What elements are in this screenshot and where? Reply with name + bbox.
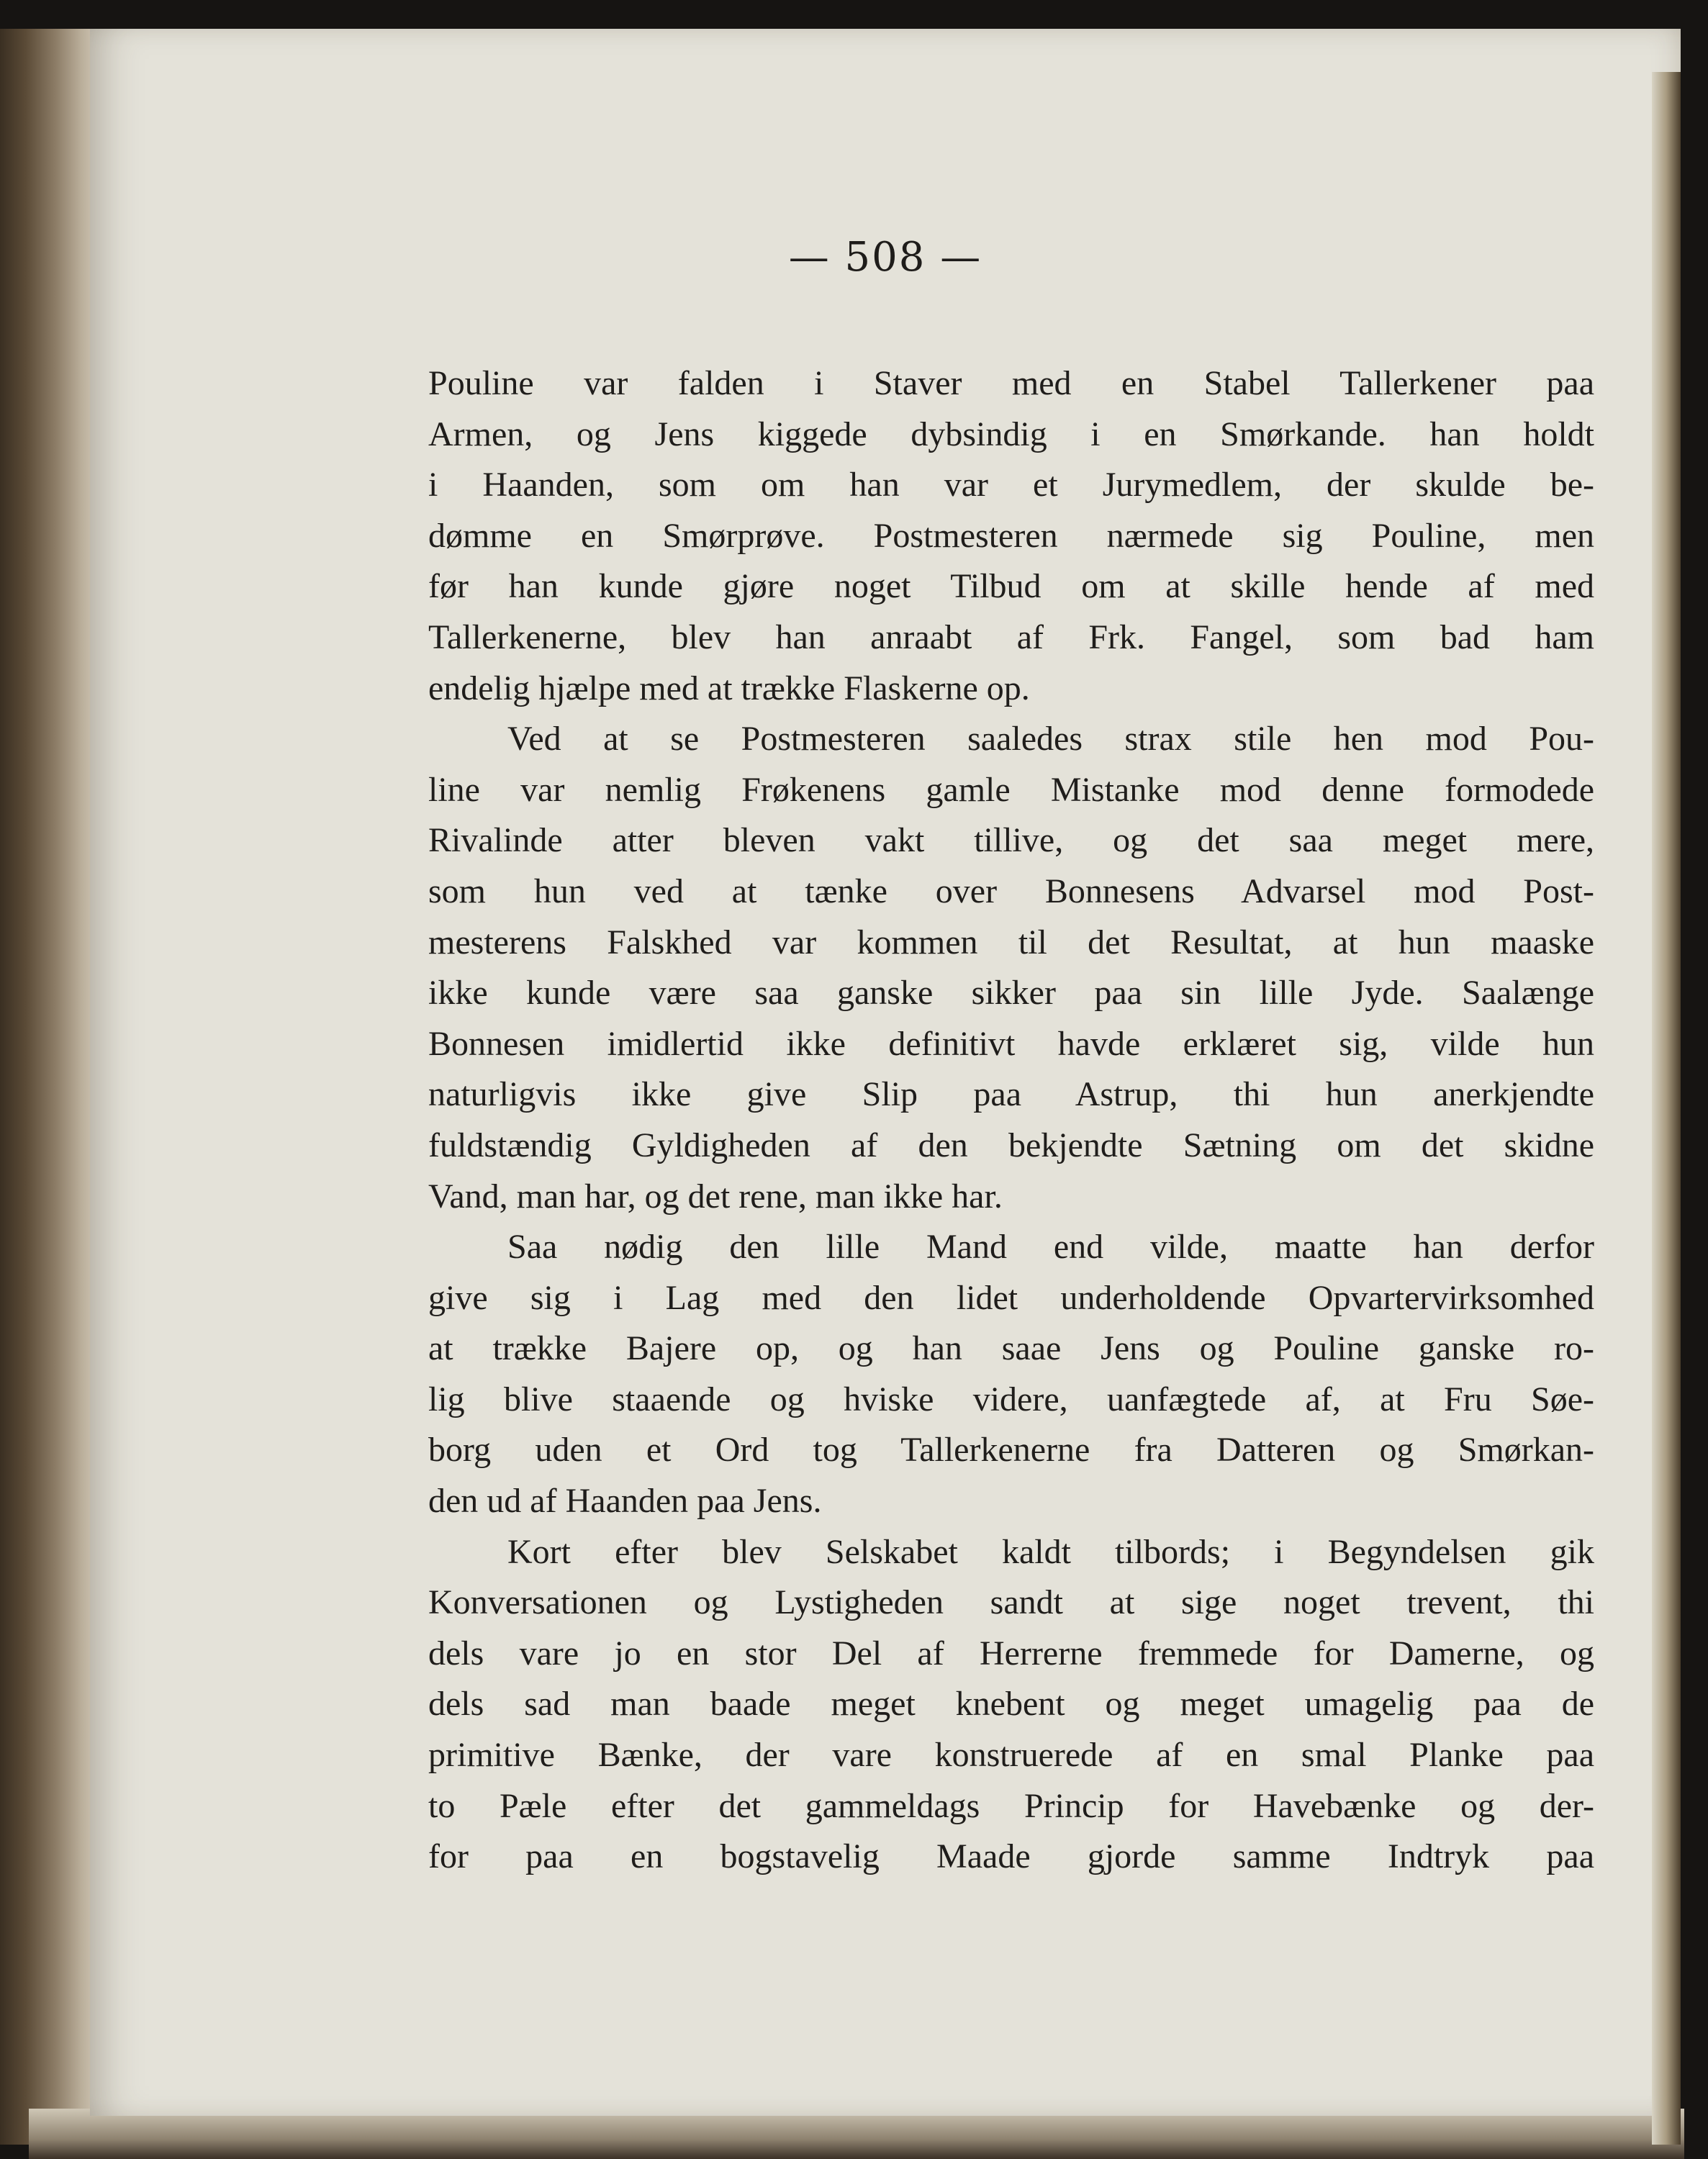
text-line: Tallerkenerne, blev han anraabt af Frk. Fangel, som bad ham — [428, 617, 1594, 656]
text-line: ikke kunde være saa ganske sikker paa sin lille Jyde. Saalænge — [428, 974, 1594, 1013]
text-line: før han kunde gjøre noget Tilbud om at skille hende af med — [428, 567, 1594, 606]
text-line: Pouline var falden i Staver med en Stabel Tallerkener paa — [428, 364, 1594, 402]
text-line: naturligvis ikke give Slip paa Astrup, thi hun anerkjendte — [428, 1075, 1594, 1114]
text-line: lig blive staaende og hviske videre, uanfægtede af, at Fru Søe- — [428, 1380, 1594, 1418]
text-line: Armen, og Jens kiggede dybsindig i en Smørkande. han holdt — [428, 415, 1594, 453]
text-line: Rivalinde atter bleven vakt tillive, og det saa meget mere, — [428, 821, 1594, 860]
text-line: give sig i Lag med den lidet underholdende Opvartervirksomhed — [428, 1278, 1594, 1317]
text-line: den ud af Haanden paa Jens. — [428, 1482, 822, 1521]
text-line: fuldstændig Gyldigheden af den bekjendte Sætning om det skidne — [428, 1126, 1594, 1164]
text-line: dels sad man baade meget knebent og meget umagelig paa de — [428, 1685, 1594, 1724]
text-line: endelig hjælpe med at trække Flaskerne op. — [428, 669, 1030, 707]
book-edge-bottom — [29, 2109, 1684, 2159]
book-edge-left — [0, 29, 101, 2145]
text-line: borg uden et Ord tog Tallerkenerne fra Datteren og Smørkan- — [428, 1431, 1594, 1470]
text-line: primitive Bænke, der vare konstruerede af en smal Planke paa — [428, 1736, 1594, 1775]
text-line: mesterens Falskhed var kommen til det Resultat, at hun maaske — [428, 923, 1594, 961]
text-line: dels vare jo en stor Del af Herrerne fremmede for Damerne, og — [428, 1634, 1594, 1673]
text-line: line var nemlig Frøkenens gamle Mistanke mod denne formodede — [428, 770, 1594, 809]
text-line: Konversationen og Lystigheden sandt at sige noget trevent, thi — [428, 1583, 1594, 1622]
text-line: for paa en bogstavelig Maade gjorde samme Indtryk paa — [428, 1837, 1594, 1876]
text-line: Ved at se Postmesteren saaledes strax stile hen mod Pou- — [507, 720, 1594, 759]
page-gutter-right — [1652, 72, 1681, 2145]
text-line: dømme en Smørprøve. Postmesteren nærmede sig Pouline, men — [428, 516, 1594, 555]
text-line: Kort efter blev Selskabet kaldt tilbords; i Begyndelsen gik — [507, 1532, 1594, 1571]
body-text — [428, 358, 1594, 1883]
text-line: i Haanden, som om han var et Jurymedlem, der skulde be- — [428, 466, 1594, 504]
text-line: Saa nødig den lille Mand end vilde, maatte han derfor — [507, 1228, 1594, 1267]
text-line: som hun ved at tænke over Bonnesens Advarsel mod Post- — [428, 872, 1594, 910]
text-line: Bonnesen imidlertid ikke definitivt havde erklæret sig, vilde hun — [428, 1024, 1594, 1063]
text-line: at trække Bajere op, og han saae Jens og Pouline ganske ro- — [428, 1329, 1594, 1368]
text-line: to Pæle efter det gammeldags Princip for Havebænke og der- — [428, 1786, 1594, 1825]
page-paper — [90, 29, 1681, 2116]
page-number: — 508 — — [788, 234, 982, 281]
text-line: Vand, man har, og det rene, man ikke har. — [428, 1177, 1003, 1216]
